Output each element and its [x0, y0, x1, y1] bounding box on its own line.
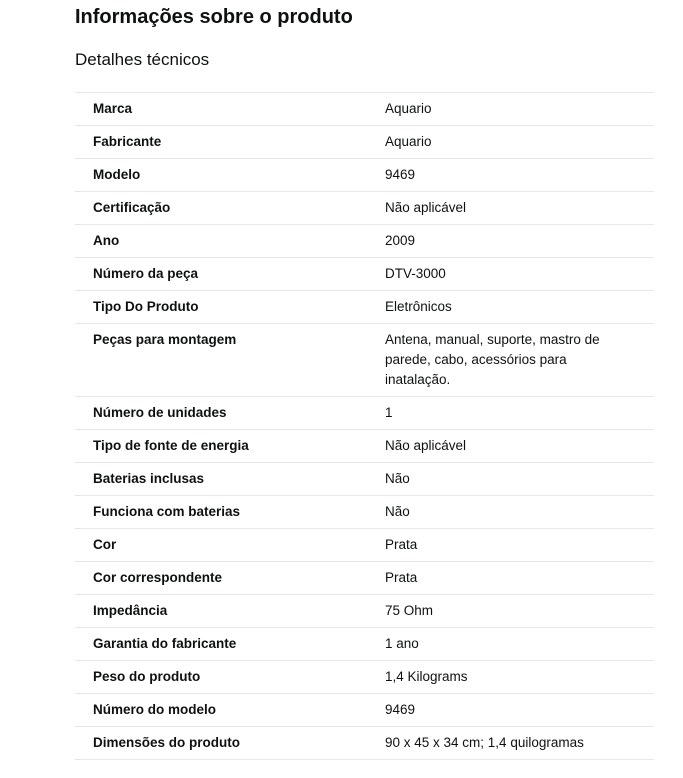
table-row — [75, 126, 654, 159]
table-row — [75, 397, 654, 430]
spec-value: 75 Ohm — [385, 603, 434, 618]
spec-label: Marca — [93, 101, 133, 116]
spec-value: Antena, manual, suporte, mastro de parede, cabo, acessórios para inatalação. — [385, 332, 600, 387]
spec-label: Baterias inclusas — [93, 471, 205, 486]
spec-label: Número de unidades — [93, 405, 227, 420]
table-row — [75, 661, 654, 694]
spec-value: Aquario — [385, 134, 432, 149]
technical-details-table-body — [75, 93, 654, 760]
spec-label: Funciona com baterias — [93, 504, 241, 519]
spec-label: Tipo de fonte de energia — [93, 438, 249, 453]
table-row — [75, 430, 654, 463]
table-row — [75, 595, 654, 628]
table-row — [75, 159, 654, 192]
spec-value: Eletrônicos — [385, 299, 452, 314]
spec-value: Não aplicável — [385, 438, 467, 453]
spec-label: Impedância — [93, 603, 168, 618]
spec-label: Dimensões do produto — [93, 735, 241, 750]
spec-label: Peças para montagem — [93, 332, 237, 347]
table-row — [75, 727, 654, 760]
spec-label: Tipo Do Produto — [93, 299, 199, 314]
spec-value: Prata — [385, 537, 418, 552]
table-row — [75, 291, 654, 324]
spec-value: 2009 — [385, 233, 416, 248]
table-row — [75, 628, 654, 661]
table-row — [75, 93, 654, 126]
section-title-technical-details: Detalhes técnicos — [75, 50, 210, 69]
table-row — [75, 192, 654, 225]
spec-value: 9469 — [385, 167, 416, 182]
spec-label: Peso do produto — [93, 669, 201, 684]
table-row — [75, 463, 654, 496]
spec-value: 1 ano — [385, 636, 419, 651]
spec-value: Aquario — [385, 101, 432, 116]
spec-value: Prata — [385, 570, 418, 585]
spec-label: Certificação — [93, 200, 171, 215]
table-row — [75, 324, 654, 397]
spec-label: Fabricante — [93, 134, 162, 149]
table-row — [75, 225, 654, 258]
table-row — [75, 529, 654, 562]
spec-value: Não — [385, 504, 410, 519]
page-title: Informações sobre o produto — [75, 6, 353, 28]
spec-value: Não aplicável — [385, 200, 467, 215]
table-row — [75, 562, 654, 595]
spec-value: 9469 — [385, 702, 416, 717]
table-row — [75, 694, 654, 727]
spec-value: Não — [385, 471, 410, 486]
spec-value: 1 — [385, 405, 393, 420]
spec-label: Número do modelo — [93, 702, 217, 717]
spec-label: Cor — [93, 537, 117, 552]
spec-value: 90 x 45 x 34 cm; 1,4 quilogramas — [385, 735, 584, 750]
spec-label: Garantia do fabricante — [93, 636, 237, 651]
technical-details-table — [75, 92, 654, 760]
spec-label: Número da peça — [93, 266, 199, 281]
table-row — [75, 496, 654, 529]
table-row — [75, 258, 654, 291]
spec-label: Cor correspondente — [93, 570, 223, 585]
spec-label: Modelo — [93, 167, 141, 182]
spec-label: Ano — [93, 233, 120, 248]
spec-value: DTV-3000 — [385, 266, 446, 281]
spec-value: 1,4 Kilograms — [385, 669, 468, 684]
